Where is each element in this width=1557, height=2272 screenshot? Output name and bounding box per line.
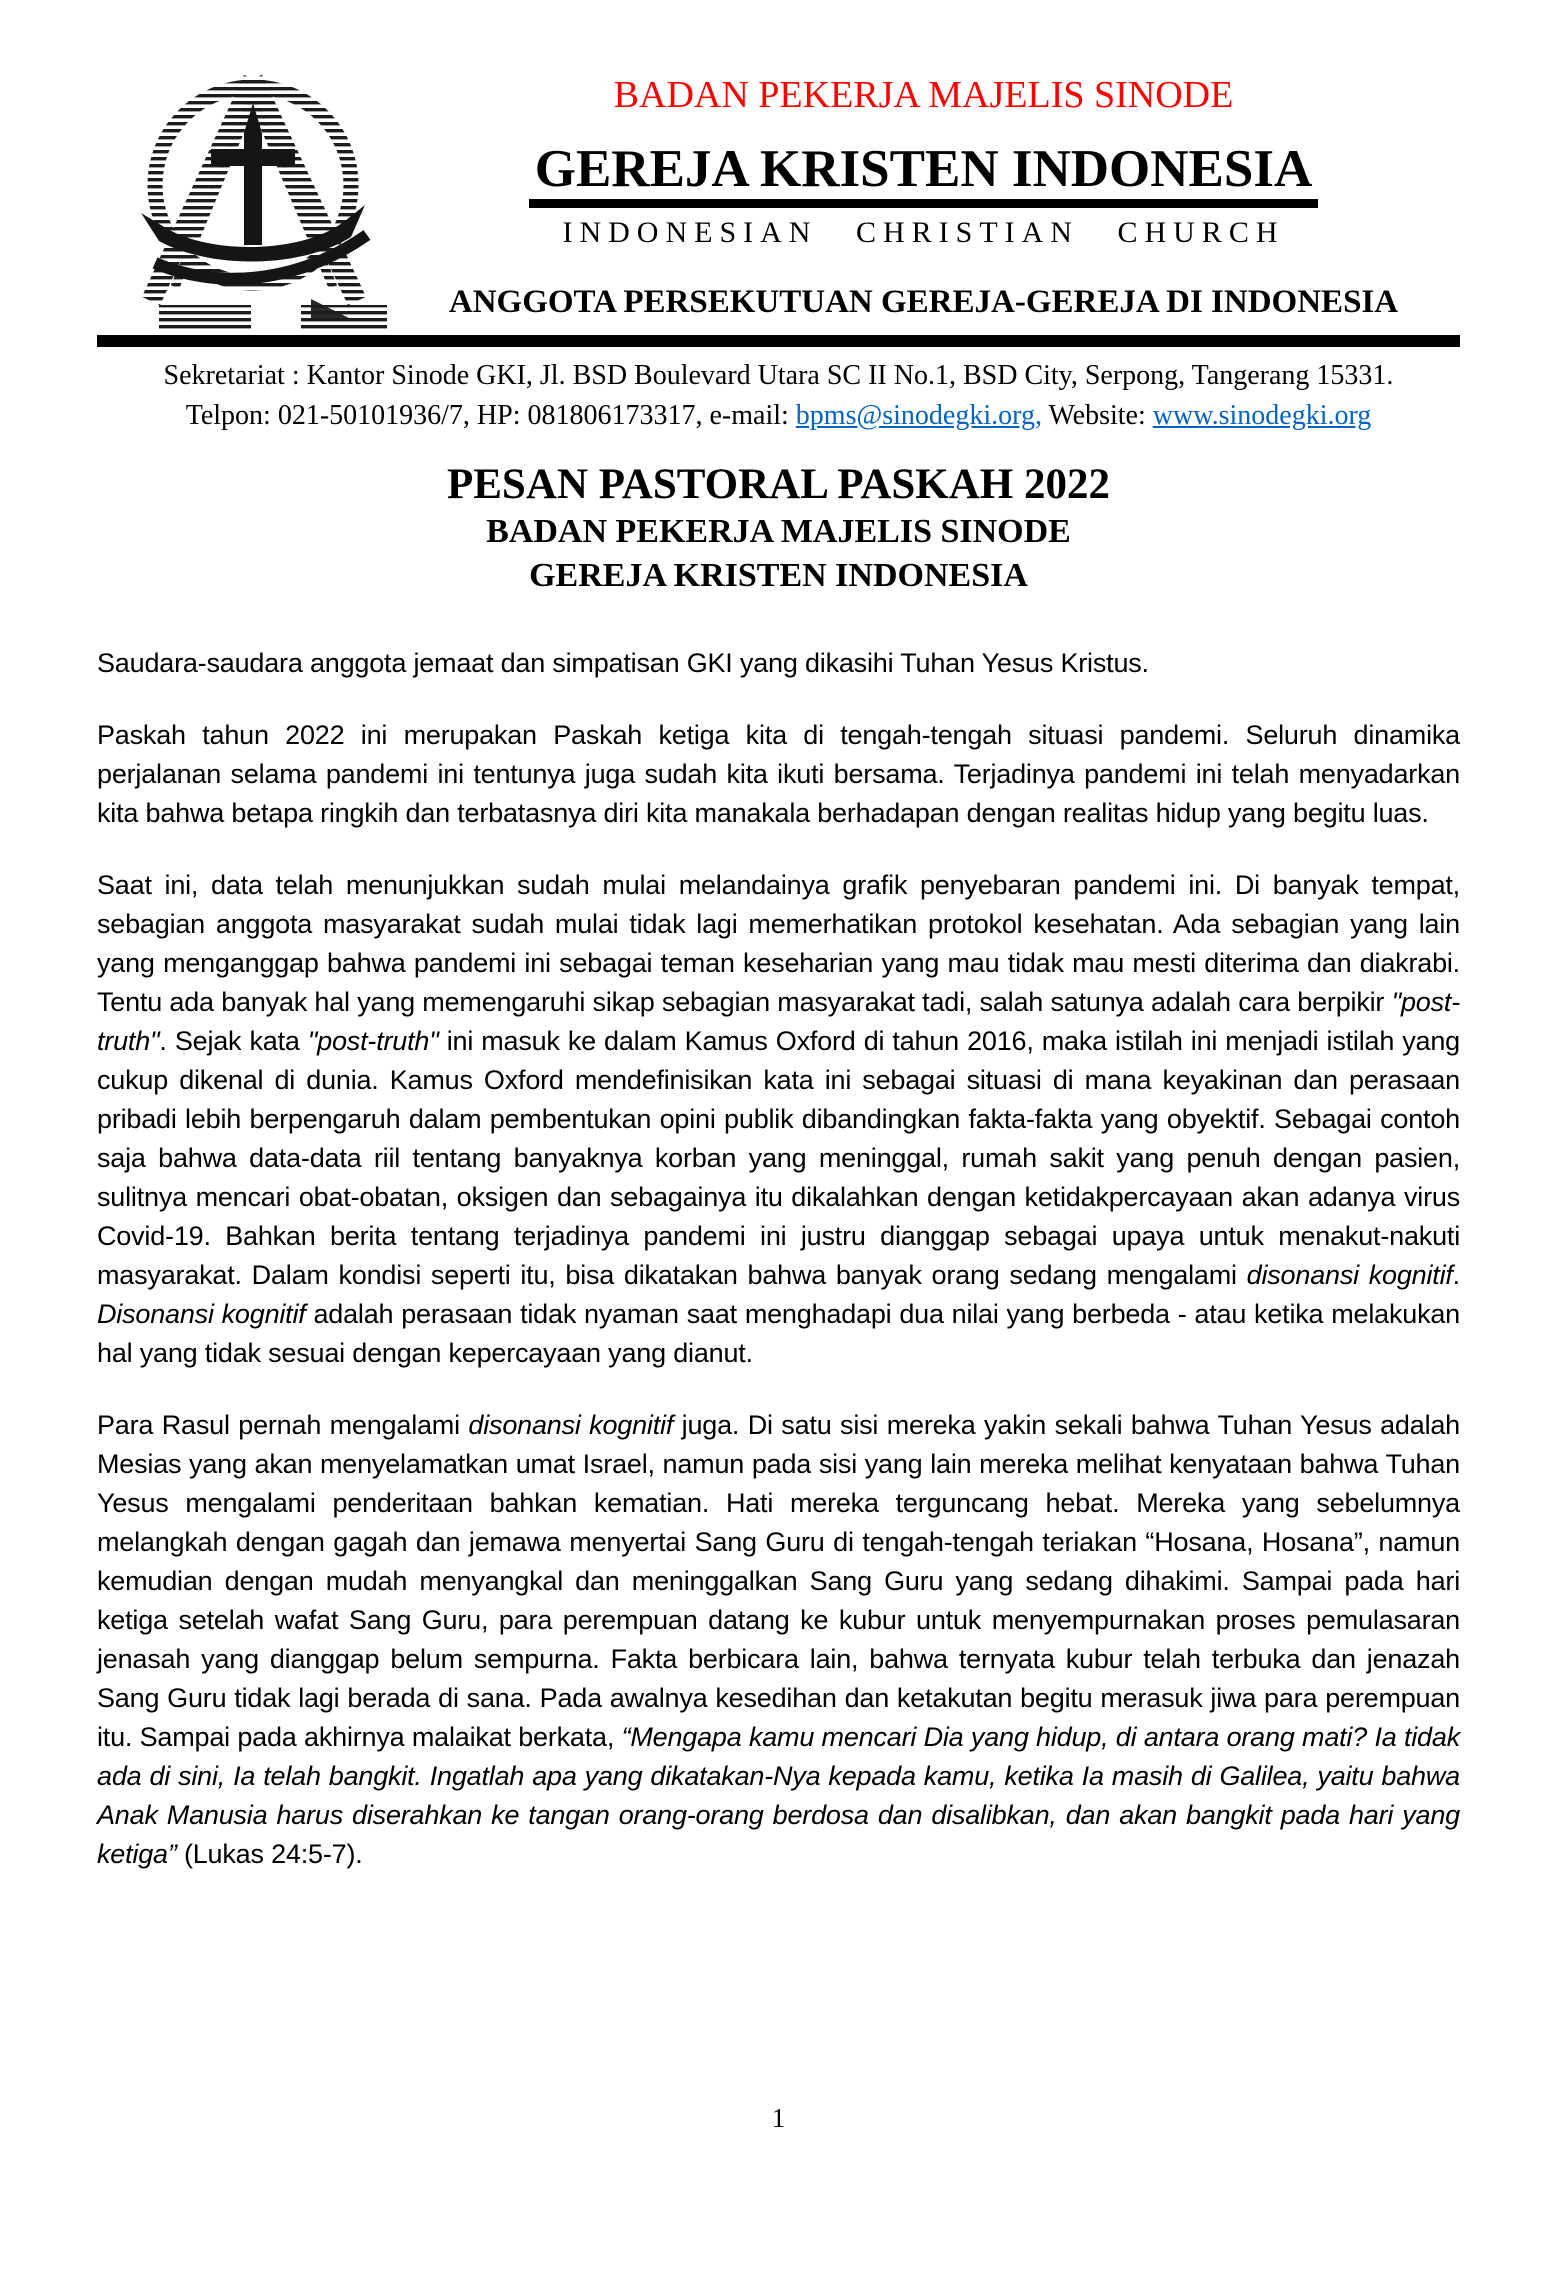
secretariat-address: Sekretariat : Kantor Sinode GKI, Jl. BSD Boulevard Utara SC II No.1, BSD City, Serpong, Tangerang 15331.	[163, 360, 1394, 391]
text-run: juga. Di satu sisi mereka yakin sekali bahwa Tuhan Yesus adalah Mesias yang akan menyelamatkan umat Israel, namun pada sisi yang lain mereka melihat kenyataan bahwa Tuhan Yesus mengalami penderitaan bahkan kematian. Hati mereka terguncang hebat. Mereka yang sebelumnya melangkah dengan gagah dan jemawa menyertai Sang Guru di tengah-tengah teriakan “Hosana, Hosana”, namun kemudian dengan mudah menyangkal dan meninggalkan Sang Guru yang sedang dihakimi. Sampai pada hari ketiga setelah wafat Sang Guru, para perempuan datang ke kubur untuk menyempurnakan proses pemulasaran jenasah yang dianggap belum sempurna. Fakta berbicara lain, bahwa ternyata kubur telah terbuka dan jenazah Sang Guru tidak lagi berada di sana. Pada awalnya kesedihan dan ketakutan begitu merasuk jiwa para perempuan itu. Sampai pada akhirnya malaikat berkata,	[97, 1410, 1460, 1752]
italic-text-run: “Mengapa kamu mencari Dia yang hidup, di antara orang mati? Ia tidak ada di sini, Ia telah bangkit. Ingatlah apa yang dikatakan-Nya kepada kamu, ketika Ia masih di Galilea, yaitu bahwa Anak Manusia harus diserahkan ke tangan orang-orang berdosa dan disalibkan, dan akan bangkit pada hari yang ketiga”	[97, 1722, 1460, 1869]
text-run: Saat ini, data telah menunjukkan sudah mulai melandainya grafik penyebaran pandemi ini. Di banyak tempat, sebagian anggota masyarakat sudah mulai tidak lagi memerhatikan protokol kesehatan. Ada sebagian yang lain yang menganggap bahwa pandemi ini sebagai teman keseharian yang mau tidak mau mesti diterima dan diakrabi. Tentu ada banyak hal yang memengaruhi sikap sebagian masyarakat tadi, salah satunya adalah cara berpikir	[97, 870, 1460, 1017]
text-run: .	[1452, 1260, 1460, 1290]
italic-text-run: disonansi kognitif	[1246, 1260, 1453, 1290]
text-run: adalah perasaan tidak nyaman saat menghadapi dua nilai yang berbeda - atau ketika melakukan hal yang tidak sesuai dengan kepercayaan yang dianut.	[97, 1299, 1460, 1368]
org-name-title: GEREJA KRISTEN INDONESIA	[529, 141, 1319, 208]
text-run: . Sejak kata	[159, 1026, 308, 1056]
text-run: Para Rasul pernah mengalami	[97, 1410, 469, 1440]
letterhead-titles	[387, 73, 1460, 320]
italic-text-run: disonansi kognitif	[468, 1410, 674, 1440]
document-main	[97, 460, 1460, 1874]
website-link[interactable]: www.sinodegki.org	[1152, 400, 1372, 431]
paragraph	[97, 866, 1460, 1373]
text-run: Saudara-saudara anggota jemaat dan simpatisan GKI yang dikasihi Tuhan Yesus Kristus.	[97, 648, 1149, 678]
org-name-row	[387, 141, 1460, 208]
letterhead	[97, 73, 1460, 331]
secretariat-info	[97, 356, 1460, 436]
letterhead-divider	[97, 335, 1460, 347]
document-title: PESAN PASTORAL PASKAH 2022	[446, 461, 1110, 508]
org-unit-title: BADAN PEKERJA MAJELIS SINODE	[613, 74, 1234, 116]
italic-text-run: Disonansi kognitif	[97, 1299, 306, 1329]
text-run: ini masuk ke dalam Kamus Oxford di tahun 2016, maka istilah ini menjadi istilah yang cukup dikenal di dunia. Kamus Oxford mendefinisikan kata ini sebagai situasi di mana keyakinan dan perasaan pribadi lebih berpengaruh dalam pembentukan opini publik dibandingkan fakta-fakta yang obyektif. Sebagai contoh saja bahwa data-data riil tentang banyaknya korban yang meninggal, rumah sakit yang penuh dengan pasien, sulitnya mencari obat-obatan, oksigen dan sebagainya itu dikalahkan dengan ketidakpercayaan akan adanya virus Covid-19. Bahkan berita tentang terjadinya pandemi ini justru dianggap sebagai upaya untuk menakut-nakuti masyarakat. Dalam kondisi seperti itu, bisa dikatakan bahwa banyak orang sedang mengalami	[97, 1026, 1460, 1290]
paragraph	[97, 1406, 1460, 1874]
text-run: Paskah tahun 2022 ini merupakan Paskah ketiga kita di tengah-tengah situasi pandemi. Seluruh dinamika perjalanan selama pandemi ini tentunya juga sudah kita ikuti bersama. Terjadinya pandemi ini telah menyadarkan kita bahwa betapa ringkih dan terbatasnya diri kita manakala berhadapan dengan realitas hidup yang begitu luas.	[97, 720, 1460, 828]
email-link[interactable]: bpms@sinodegki.org,	[795, 400, 1042, 431]
secretariat-contact	[97, 396, 1460, 436]
gki-logo	[115, 73, 387, 331]
document-subtitle-1: BADAN PEKERJA MAJELIS SINODE	[486, 513, 1071, 550]
page-number: 1	[771, 2103, 786, 2133]
italic-text-run: "post-truth"	[307, 1026, 439, 1056]
gki-logo-icon	[115, 73, 387, 331]
italic-text-run: "post-truth"	[97, 987, 1460, 1056]
membership-line: ANGGOTA PERSEKUTUAN GEREJA-GEREJA DI INDONESIA	[448, 284, 1399, 320]
contact-mid: Website:	[1041, 400, 1153, 431]
contact-prefix: Telpon: 021-50101936/7, HP: 081806173317, e-mail:	[185, 400, 796, 431]
org-name-english: INDONESIAN CHRISTIAN CHURCH	[562, 216, 1285, 249]
paragraph	[97, 716, 1460, 833]
text-run: (Lukas 24:5-7).	[176, 1839, 363, 1869]
document-body	[97, 644, 1460, 1874]
paragraph	[97, 644, 1460, 683]
document-subtitle-2: GEREJA KRISTEN INDONESIA	[529, 557, 1028, 594]
